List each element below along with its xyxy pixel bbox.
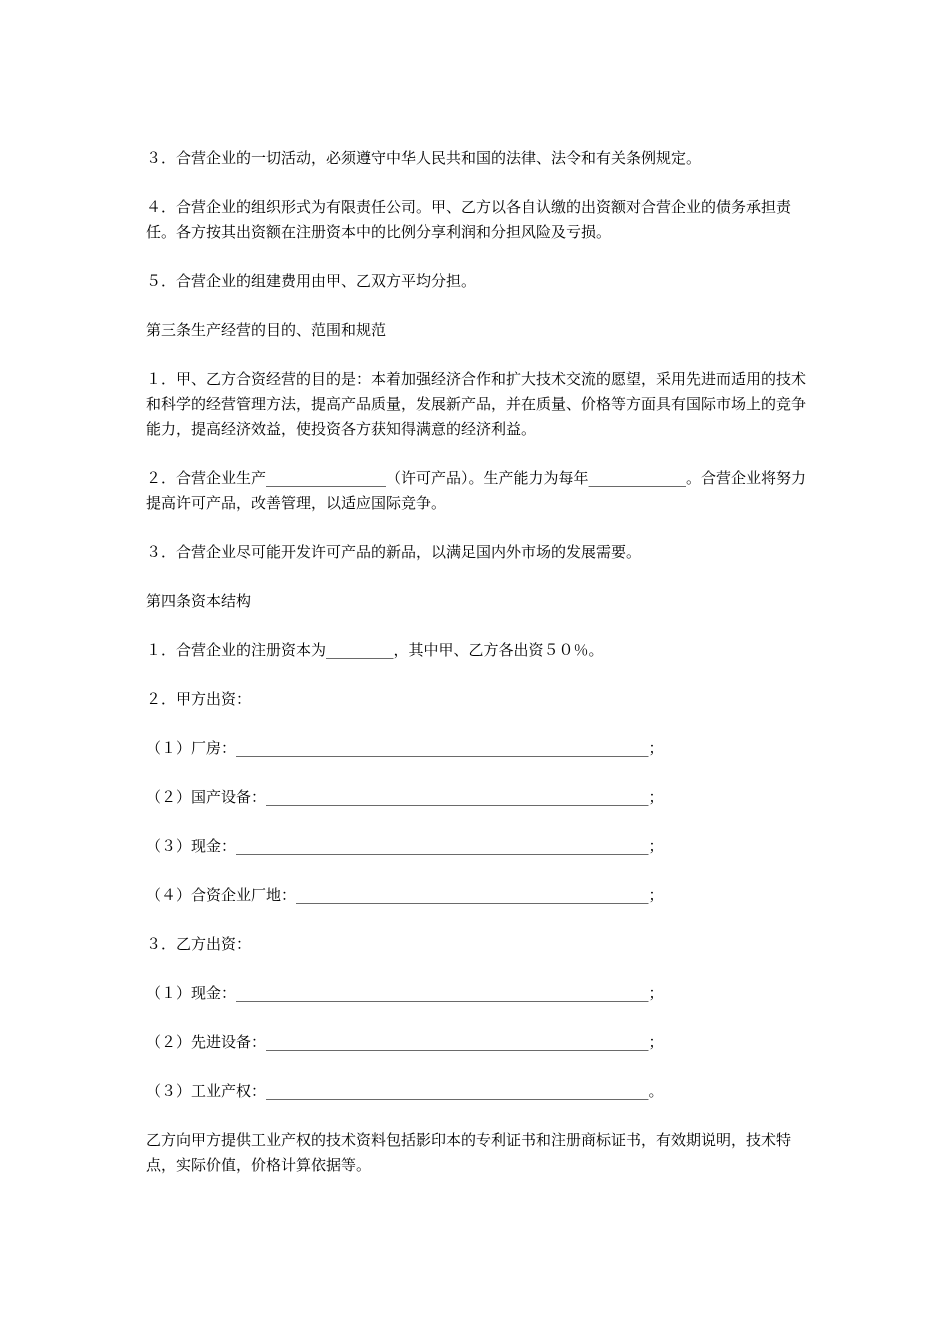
party-a-item-domestic-equipment: （２）国产设备：___________________________________________________； — [146, 788, 664, 806]
party-b-item-cash: （１）现金：_______________________________________________________； — [146, 984, 664, 1002]
party-a-item-cash: （３）现金：_______________________________________________________； — [146, 837, 664, 855]
party-b-item-industrial-property: （３）工业产权：___________________________________________________。 — [146, 1082, 664, 1100]
party-b-item-advanced-equipment: （２）先进设备：___________________________________________________； — [146, 1033, 664, 1051]
party-a-item-factory: （１）厂房：_______________________________________________________； — [146, 739, 664, 757]
article-3-clause-3-new-products: ３．合营企业尽可能开发许可产品的新品，以满足国内外市场的发展需要。 — [146, 543, 642, 561]
party-b-technical-documents: 乙方向甲方提供工业产权的技术资料包括影印本的专利证书和注册商标证书，有效期说明，技术特点，实际价值，价格计算依据等。 — [146, 1131, 792, 1174]
article-4-clause-1-registered-capital: １．合营企业的注册资本为_________，其中甲、乙方各出资５０％。 — [146, 641, 604, 659]
article-3-clause-2-production: ２．合营企业生产________________（许可产品）。生产能力为每年_____________。合营企业将努力提高许可产品，改善管理，以适应国际竞争。 — [146, 469, 807, 512]
party-a-item-site: （４）合资企业厂地：_______________________________________________； — [146, 886, 664, 904]
party-a-contribution-heading: ２．甲方出资： — [146, 690, 252, 708]
article-3-heading: 第三条生产经营的目的、范围和规范 — [146, 321, 387, 339]
clause-5-formation-costs: ５．合营企业的组建费用由甲、乙双方平均分担。 — [146, 272, 477, 290]
article-4-heading: 第四条资本结构 — [146, 592, 252, 610]
clause-4-organization-form: ４．合营企业的组织形式为有限责任公司。甲、乙方以各自认缴的出资额对合营企业的债务承担责任。各方按其出资额在注册资本中的比例分享利润和分担风险及亏损。 — [146, 198, 792, 241]
party-b-contribution-heading: ３．乙方出资： — [146, 935, 252, 953]
document-page — [146, 146, 810, 1202]
article-3-clause-1-purpose: １．甲、乙方合资经营的目的是：本着加强经济合作和扩大技术交流的愿望，采用先进而适用的技术和科学的经营管理方法，提高产品质量，发展新产品，并在质量、价格等方面具有国际市场上的竞争能力，提高经济效益，使投资各方获知得满意的经济利益。 — [146, 370, 807, 438]
clause-3-activities: ３．合营企业的一切活动，必须遵守中华人民共和国的法律、法令和有关条例规定。 — [146, 149, 702, 167]
